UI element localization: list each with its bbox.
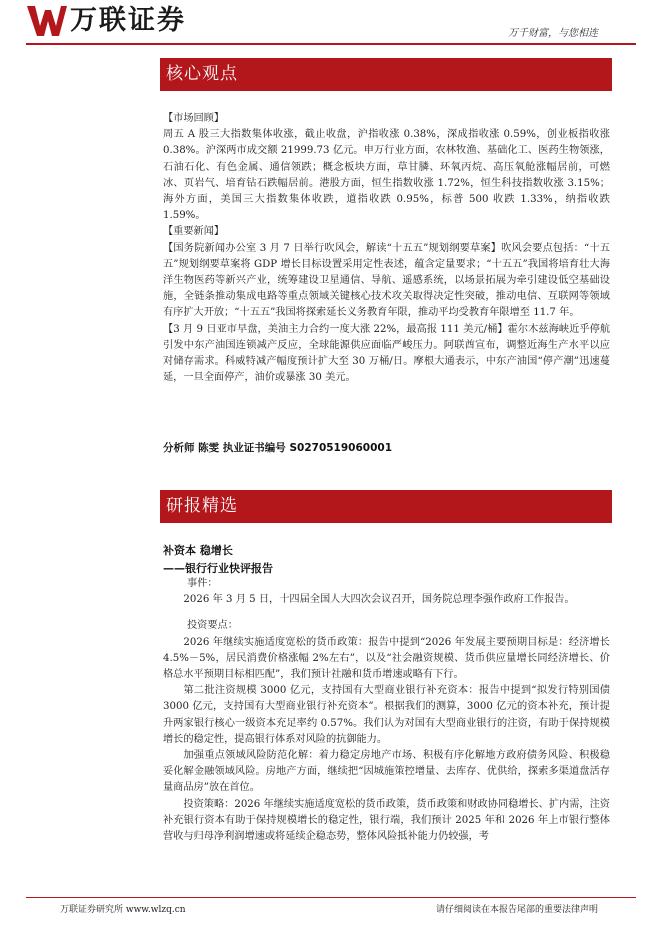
important-news-tag: 【重要新闻】: [163, 226, 225, 238]
logo-text: 万联证券: [70, 5, 186, 36]
core-views-body: [163, 111, 610, 386]
footer-divider: [26, 897, 636, 898]
news-item-1: [163, 241, 610, 322]
event-text: 2026 年 3 月 5 日，十四届全国人大四次会议召开，国务院总理李强作政府工作报告。: [183, 594, 575, 606]
news-2-headline: 【3 月 9 日亚市早盘，美油主力合约一度大涨 22%，最高报 111 美元/桶】: [163, 323, 508, 335]
report-paragraph-4: 投资策略：2026 年继续实施适度宽松的货币政策，货币政策和财政协同稳增长、扩内需，注资补充银行资本有助于保持规模增长的稳定性，银行端，我们预计 2025 年和 2026 年上市银行整体营收与归母净利润增速或将延续企稳态势，整体风险抵补能力仍较强，考: [163, 798, 610, 843]
report-paragraph-3: 加强重点领域风险防范化解：着力稳定房地产市场、积极有序化解地方政府债务风险、积极稳妥化解金融领域风险。房地产方面，继续把“因城施策控增量、去库存、优供给，探索多渠道盘活存量商品房”放在首位。: [163, 750, 610, 794]
analyst-line: 分析师 陈雯 执业证书编号 S0270519060001: [163, 442, 393, 454]
section-title-core-views: 核心观点: [160, 58, 612, 91]
report-subtitle: ——银行行业快评报告: [163, 562, 273, 575]
header-slogan: 万千财富，与您相连: [508, 28, 598, 39]
news-1-headline: 【国务院新闻办公室 3 月 7 日举行吹风会，解读“十五五”规划纲要草案】: [163, 242, 502, 254]
report-paragraph-1: 2026 年继续实施适度宽松的货币政策：报告中提到“2026 年发展主要预期目标是：经济增长 4.5%－5%，居民消费价格涨幅 2%左右”，以及“社会融资规模、货币供应量增长同经济增长、价格总水平预期目标相匹配”，我们预计社融和货币增速或略有下行。: [163, 636, 610, 681]
news-item-2: [163, 322, 610, 387]
logo-w-icon: [26, 4, 68, 38]
footer-left-text: 万联证券研究所 www.wlzq.cn: [60, 905, 186, 915]
report-paragraph-2: 第二批注资规模 3000 亿元，支持国有大型商业银行补充资本：报告中提到“拟发行特别国债 3000 亿元，支持国有大型商业银行补充资本”。根据我们的测算，3000 亿元的资本补充，预计提升两家银行核心一级资本充足率约 0.57%。我们认为对国有大型商业银行的注资，有助于保持规模增长的稳定性，提高银行体系对风险的抗御能力。: [163, 685, 610, 745]
investment-points-label: 投资要点：: [187, 620, 238, 632]
event-label: 事件：: [187, 578, 218, 589]
header-divider: [26, 43, 636, 45]
footer-disclaimer: 请仔细阅读在本报告尾部的重要法律声明: [435, 905, 598, 915]
news-2-text: 霍尔木兹海峡近乎停航引发中东产油国连锁减产反应，全球能源供应面临严峻压力。阿联酋宣布，调整近海生产水平以应对储存需求。科威特减产幅度预计扩大至 30 万桶/日。摩根大通表示，中东产油国“停产潮”迅速蔓延，一旦全面停产，油价或暴涨 30 美元。: [163, 323, 611, 384]
market-review-tag: 【市场回顾】: [163, 113, 225, 124]
report-body: [163, 576, 610, 845]
market-review-text: 周五 A 股三大指数集体收涨，截止收盘，沪指收涨 0.38%，深成指收涨 0.59%，创业板指收涨 0.38%。沪深两市成交额 21999.73 亿元。申万行业方面，农林牧渔、基础化工、医药生物领涨，石油石化、有色金属、通信领跌；概念板块方面，草甘膦、环氧丙烷、高压氧舱涨幅居前，可燃冰、页岩气、培育钻石跌幅居前。港股方面，恒生指数收涨 1.72%，恒生科技指数收涨 3.15%；海外方面，美国三大指数集体收跌，道指收跌 0.95%，标普 500 收跌 1.33%，纳指收跌 1.59%。: [163, 129, 610, 222]
news-1-text: 吹风会要点包括：“十五五”规划纲要草案将 GDP 增长目标设置采用定性表述，蕴含定量要求；“十五五”我国将培育壮大海洋生物医药等新兴产业，统筹建设卫星通信、导航、遥感系统，以场景拓展为牵引建设低空基础设施，全链条推动集成电路等重点领域关键核心技术攻关取得决定性突破，推动电信、互联网等领域有序扩大开放；“十五五”我国将探索延长义务教育年限，推动平均受教育年限增至 11.7 年。: [163, 242, 610, 319]
section-title-research-picks: 研报精选: [160, 490, 612, 523]
report-title: 补资本 稳增长: [163, 544, 233, 557]
